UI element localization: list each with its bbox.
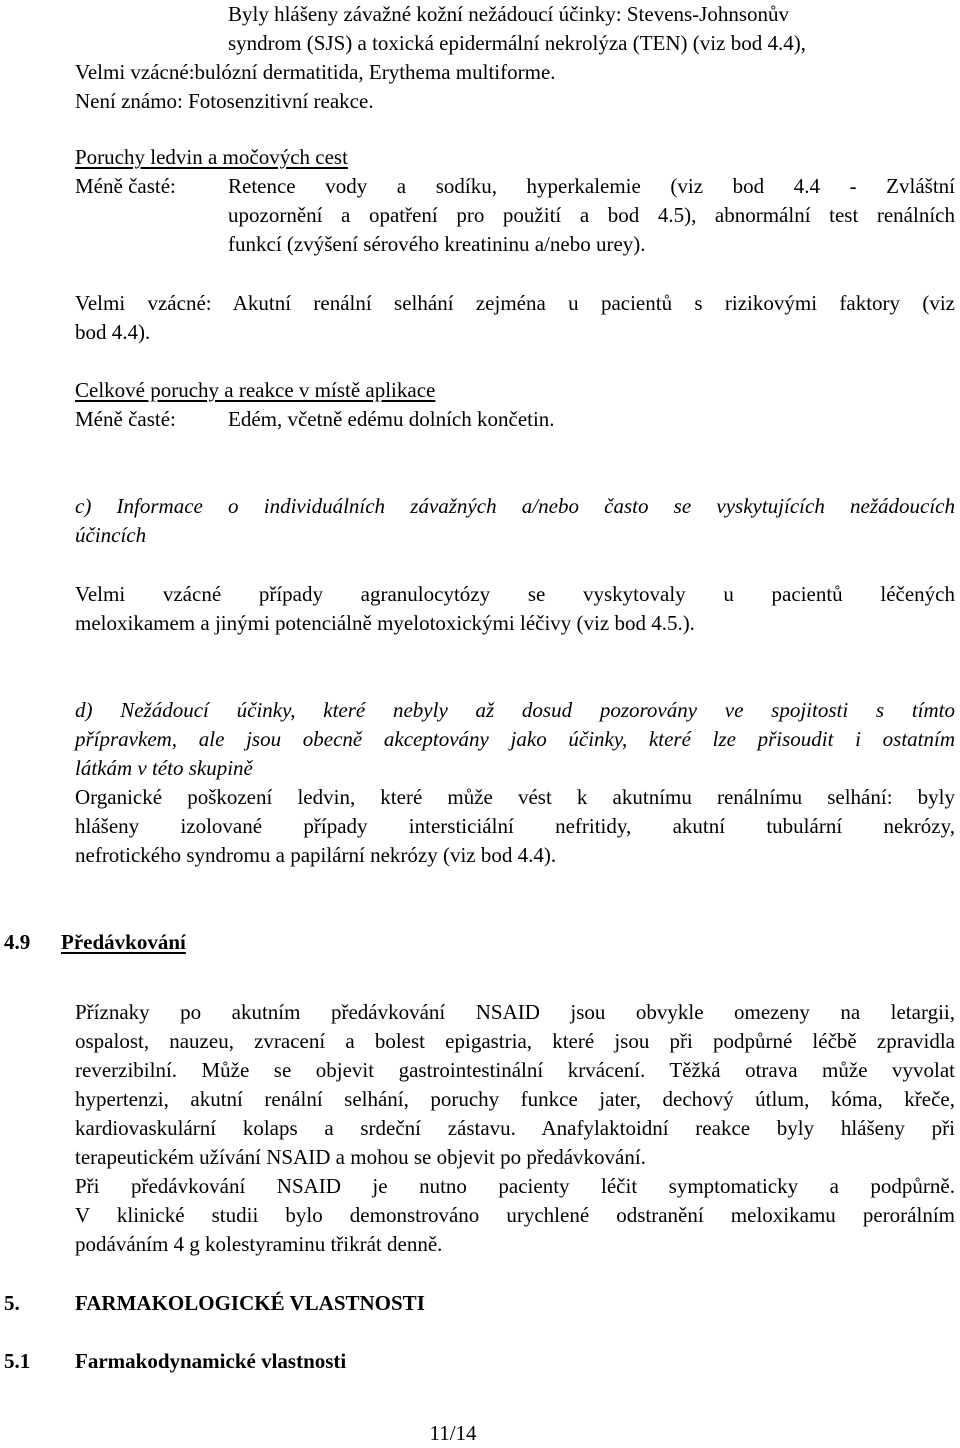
overdose-line-6: terapeutickém užívání NSAID a mohou se objevit po předávkování. (75, 1145, 646, 1169)
section-d-heading-line-1: d) Nežádoucí účinky, které nebyly až dosud pozorovány ve spojitosti s tímto (75, 698, 955, 722)
renal-very-rare-line-1: Velmi vzácné: Akutní renální selhání zejména u pacientů s rizikovými faktory (viz (75, 291, 955, 315)
overdose-line-3: reverzibilní. Může se objevit gastrointestinální krvácení. Těžká otrava může vyvolat (75, 1058, 955, 1082)
page-number: 11/14 (429, 1421, 477, 1445)
section-5-1-number: 5.1 (4, 1349, 31, 1373)
renal-uncommon-line-3: funkcí (zvýšení sérového kreatininu a/nebo urey). (228, 232, 646, 256)
section-d-heading-line-2: přípravkem, ale jsou obecně akceptovány jako účinky, které lze přisoudit i ostatním (75, 727, 955, 751)
section-d-text-line-3: nefrotického syndromu a papilární nekrózy (viz bod 4.4). (75, 843, 557, 867)
skin-line-1: Byly hlášeny závažné kožní nežádoucí účinky: Stevens-Johnsonův (228, 2, 790, 26)
section-5-number: 5. (4, 1291, 20, 1315)
renal-uncommon-line-2: upozornění a opatření pro použití a bod 4.5), abnormální test renálních (228, 203, 955, 227)
overdose-line-7: Při předávkování NSAID je nutno pacienty léčit symptomaticky a podpůrně. (75, 1174, 955, 1198)
renal-very-rare-line-2: bod 4.4). (75, 320, 151, 344)
section-d-text-line-1: Organické poškození ledvin, které může vést k akutnímu renálnímu selhání: byly (75, 785, 955, 809)
skin-line-2: syndrom (SJS) a toxická epidermální nekrolýza (TEN) (viz bod 4.4), (228, 31, 806, 55)
overdose-title: Předávkování (61, 930, 186, 954)
skin-very-rare: Velmi vzácné:bulózní dermatitida, Erythema multiforme. (75, 60, 556, 84)
section-c-heading-line-1: c) Informace o individuálních závažných a/nebo často se vyskytujících nežádoucích (75, 494, 955, 518)
overdose-line-9: podáváním 4 g kolestyraminu třikrát denně. (75, 1232, 443, 1256)
general-uncommon-label: Méně časté: (75, 407, 176, 431)
general-heading: Celkové poruchy a reakce v místě aplikace (75, 378, 436, 402)
section-c-text-line-2: meloxikamem a jinými potenciálně myelotoxickými léčivy (viz bod 4.5.). (75, 611, 695, 635)
renal-uncommon-line-1: Retence vody a sodíku, hyperkalemie (viz bod 4.4 - Zvláštní (228, 174, 955, 198)
overdose-line-5: kardiovaskulární kolaps a srdeční zástavu. Anafylaktoidní reakce byly hlášeny při (75, 1116, 955, 1140)
section-5-1-title: Farmakodynamické vlastnosti (75, 1349, 347, 1373)
section-d-text-line-2: hlášeny izolované případy intersticiální nefritidy, akutní tubulární nekrózy, (75, 814, 955, 838)
section-c-heading-line-2: účincích (75, 523, 147, 547)
renal-heading: Poruchy ledvin a močových cest (75, 145, 348, 169)
section-d-heading-line-3: látkám v této skupině (75, 756, 253, 780)
overdose-line-2: ospalost, nauzeu, zvracení a bolest epigastria, které jsou při podpůrné léčbě zpravidla (75, 1029, 955, 1053)
renal-uncommon-label: Méně časté: (75, 174, 176, 198)
general-uncommon-text: Edém, včetně edému dolních končetin. (228, 407, 555, 431)
skin-unknown: Není známo: Fotosenzitivní reakce. (75, 89, 374, 113)
overdose-number: 4.9 (4, 930, 31, 954)
section-c-text-line-1: Velmi vzácné případy agranulocytózy se vyskytovaly u pacientů léčených (75, 582, 955, 606)
overdose-line-1: Příznaky po akutním předávkování NSAID jsou obvykle omezeny na letargii, (75, 1000, 955, 1024)
overdose-line-8: V klinické studii bylo demonstrováno urychlené odstranění meloxikamu perorálním (75, 1203, 955, 1227)
section-5-title: FARMAKOLOGICKÉ VLASTNOSTI (75, 1291, 425, 1315)
overdose-line-4: hypertenzi, akutní renální selhání, poruchy funkce jater, dechový útlum, kóma, křeče, (75, 1087, 955, 1111)
